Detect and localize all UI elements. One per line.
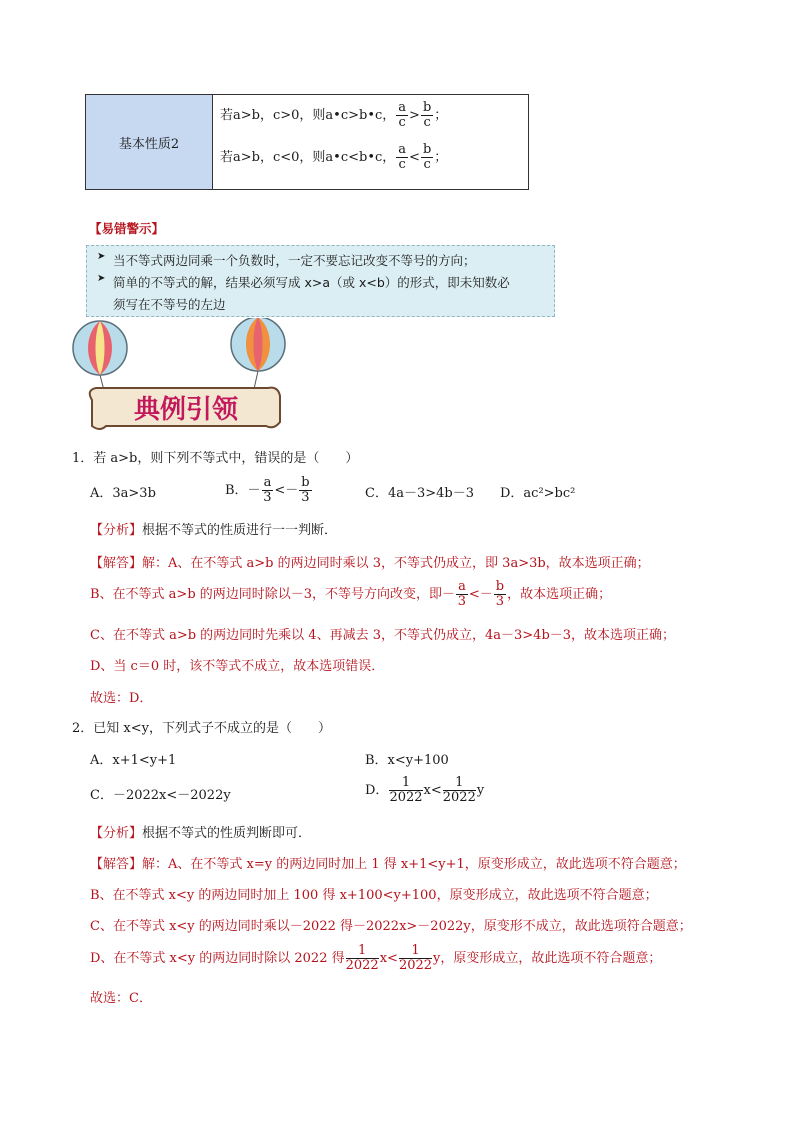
q1-stem: 1．若 a>b，则下列不等式中，错误的是（ ） [72, 451, 359, 466]
q2-solution-c: C、在不等式 x<y 的两边同时乘以－2022 得－2022x>－2022y，原变形不成立，故此选项符合题意； [90, 919, 692, 934]
q1-option-a: A．3a>3b [90, 486, 156, 501]
q1-solution-b: B、在不等式 a>b 的两边同时除以－3，不等号方向改变，即－ $\frac{a}{3}$ <－ $\frac{b}{3}$ ，故本选项正确； [90, 579, 612, 609]
q2-option-d: D． $\frac{1}{2022}$ x< $\frac{1}{2022}$ y [365, 775, 485, 805]
warning-title: 【易错警示】 [89, 221, 165, 236]
q1-option-c: C．4a－3>4b－3 [365, 486, 474, 501]
q1-option-b: B．－ $\frac{a}{3}$ <－ $\frac{b}{3}$ [225, 475, 310, 505]
property-table [85, 94, 529, 190]
q2-analysis: 【分析】根据不等式的性质判断即可． [90, 826, 312, 841]
balloon-icon [73, 321, 127, 398]
q1-solution-d: D、当 c＝0 时，该不等式不成立，故本选项错误． [90, 659, 385, 674]
q1-solution-a: 【解答】解：A、在不等式 a>b 的两边同时乘以 3，不等式仍成立，即 3a>3b，故本选项正确； [90, 556, 650, 571]
example-banner [66, 318, 298, 436]
banner-text: 典例引领 [133, 395, 239, 425]
arrow-bullet-icon: ➤ [97, 273, 106, 284]
q2-option-b: B．x<y+100 [365, 753, 449, 768]
property-label: 基本性质2 [86, 95, 213, 189]
q2-solution-a: 【解答】解：A、在不等式 x=y 的两边同时加上 1 得 x+1<y+1，原变形成立，故此选项不符合题意； [90, 857, 686, 872]
balloon-icon [231, 318, 285, 398]
q2-option-a: A．x+1<y+1 [90, 753, 177, 768]
property-rule-2: 若a>b，c<0，则a•c<b•c， $\frac{a}{c}$ < $\frac{b}{c}$ ； [220, 142, 448, 172]
q1-option-d: D．ac²>bc² [500, 486, 576, 501]
q2-solution-b: B、在不等式 x<y 的两边同时加上 100 得 x+100<y+100，原变形成立，故此选项不符合题意； [90, 888, 658, 903]
q1-choice: 故选：D． [90, 691, 153, 706]
warning-box: ➤ 当不等式两边同乘一个负数时，一定不要忘记改变不等号的方向； ➤ 简单的不等式的解，结果必须写成 x>a（或 x<b）的形式，即未知数必 须写在不等号的左边 [86, 245, 555, 317]
property-rule-1: 若a>b，c>0，则a•c>b•c， $\frac{a}{c}$ > $\frac{b}{c}$ ； [220, 100, 448, 130]
arrow-bullet-icon: ➤ [97, 251, 106, 262]
q2-option-c: C．－2022x<－2022y [90, 788, 231, 803]
q2-choice: 故选：C． [90, 991, 152, 1006]
q1-solution-c: C、在不等式 a>b 的两边同时先乘以 4、再减去 3，不等式仍成立，4a－3>4b－3，故本选项正确； [90, 628, 676, 643]
q2-solution-d: D、在不等式 x<y 的两边同时除以 2022 得 $\frac{1}{2022}$ x< $\frac{1}{2022}$ y，原变形成立，故此选项不符合题意； [90, 943, 662, 973]
q2-stem: 2．已知 x<y，下列式子不成立的是（ ） [72, 721, 331, 736]
q1-analysis: 【分析】根据不等式的性质进行一一判断． [90, 523, 338, 538]
